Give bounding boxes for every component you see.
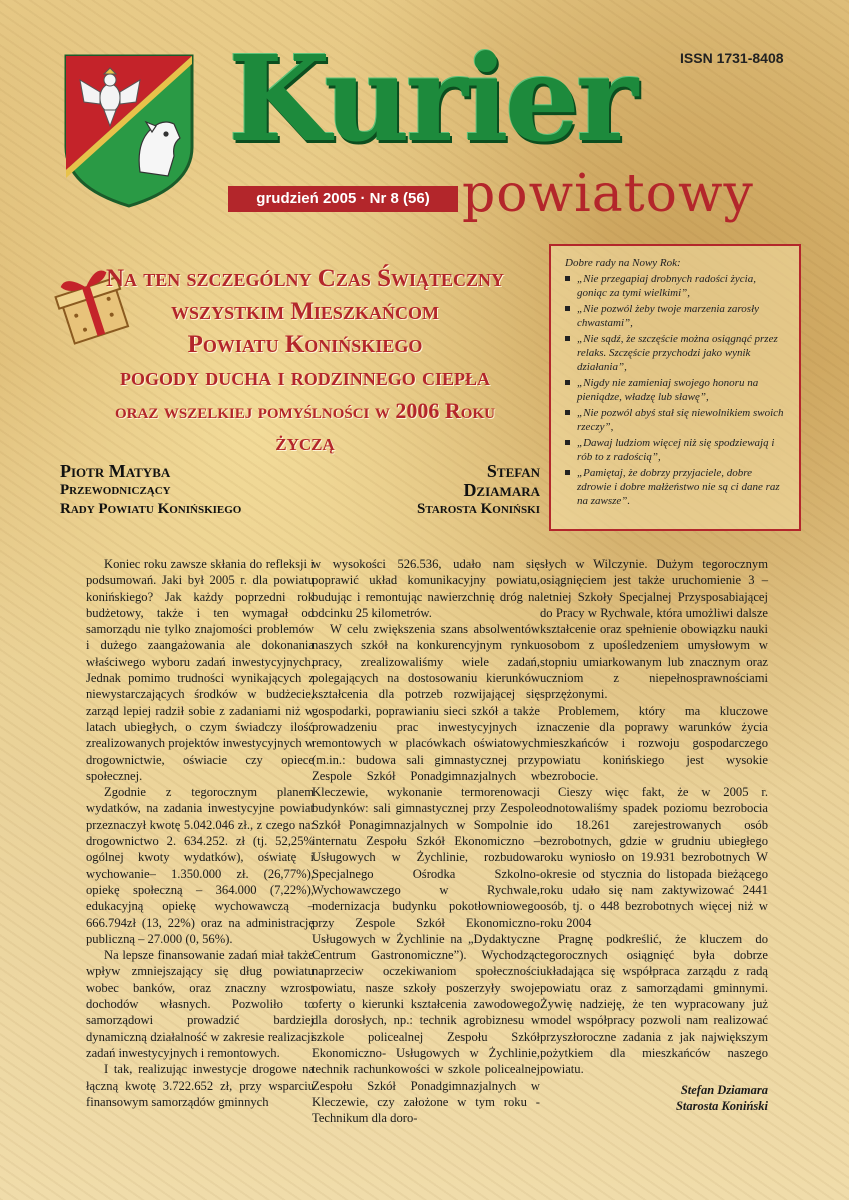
article-author-role: Starosta Koniński bbox=[675, 1098, 768, 1113]
signature-name: Stefan Dziamara bbox=[463, 461, 540, 500]
signature-role: Przewodniczący bbox=[60, 482, 171, 498]
article-column-2 bbox=[312, 556, 540, 1126]
advice-item: „Nigdy nie zamieniaj swojego honoru na pieniądze, władzę lub sławę”, bbox=[565, 376, 787, 404]
article-author-name: Stefan Dziamara bbox=[680, 1082, 768, 1097]
advice-item: „Nie pozwól żeby twoje marzenia zarosły chwastami”, bbox=[565, 302, 787, 330]
new-year-advice-box bbox=[549, 244, 801, 531]
article-column-1 bbox=[86, 556, 314, 1110]
greeting-line: wszystkim Mieszkańcom bbox=[171, 298, 439, 325]
left-signature bbox=[60, 462, 241, 519]
masthead-title: Kurier bbox=[228, 29, 634, 168]
advice-item: „Nie pozwól abyś stał się niewolnikiem swoich rzeczy”, bbox=[565, 406, 787, 434]
article-paragraph: I tak, realizując inwestycje drogowe na łączną kwotę 3.722.652 zł, przy wsparciu finansowym samorządów gminnych bbox=[86, 1062, 314, 1109]
holiday-greeting bbox=[60, 262, 550, 460]
article-paragraph: Na lepsze finansowanie zadań miał także wpływ zmniejszający się dług powiatu wobec banków, oraz znaczny wzrost dochodów własnych. Pozwoliło to samorządowi prowadzić bardziej dynamiczną działalność w zakresie realizacji zadań inwestycyjnych i remontowych. bbox=[86, 948, 314, 1060]
greeting-line: życzą bbox=[275, 430, 335, 456]
editorial-article bbox=[64, 556, 794, 1156]
article-paragraph: w wysokości 526.536, udało nam się poprawić układ komunikacyjny powiatu, budując i remontując nawierzchnię dróg na odcinku 25 kilometrów. bbox=[312, 557, 540, 620]
signature-role: Rady Powiatu Konińskiego bbox=[60, 501, 242, 517]
article-paragraph: Cieszy więc fakt, że w 2005 r. odnotowaliśmy spadek poziomu bezrobocia do 18.261 zarejestrowanych osób bezrobotnych, gdzie w grudniu ubiegłego roku wyniosło on 19.931 bezrobotnych W okresie od stycznia do listopada bieżącego roku udało się nam zaktywizować 2441 osób, tj. o 448 bezrobotnych więcej niż w roku 2004 bbox=[540, 785, 768, 930]
greeting-line: oraz wszelkiej pomyślności w 2006 Roku bbox=[115, 398, 495, 423]
signature-name: Piotr Matyba bbox=[60, 461, 171, 481]
right-signature bbox=[406, 462, 540, 519]
article-column-3 bbox=[540, 556, 768, 1114]
article-paragraph: Pragnę podkreślić, że kluczem do tegorocznych osiągnięć była dobrze układająca się współpraca zarządu z radą powiatu oraz z samorządami gminnymi. Żywię nadzieję, że ten wypracowany już model współpracy pozwoli nam realizować przyszłoroczne zadania z jak największym pożytkiem dla mieszkańców naszego powiatu. bbox=[540, 931, 768, 1077]
article-paragraph: słych w Wilczynie. Dużym tegorocznym osiągnięciem jest także uruchomienie 3 – letniej Szkoły Specjalnej Przysposabiającej do Pracy w Rychwale, która umożliwi dalsze kształcenie oraz spełnienie obowiązku nauki osobom z upośledzeniem umysłowym w stopniu umiarkowanym lub znacznym oraz uczniom z niepełnosprawnościami sprzężonymi. bbox=[540, 557, 768, 702]
coat-of-arms-logo bbox=[62, 52, 196, 210]
advice-item: „Nie przegapiaj drobnych radości życia, goniąc za tymi wielkimi”, bbox=[565, 272, 787, 300]
greeting-line: Powiatu Konińskiego bbox=[187, 331, 423, 358]
greeting-line: Na ten szczególny Czas Świąteczny bbox=[105, 265, 505, 292]
article-paragraph: Problemem, który ma kluczowe znaczenie dla poprawy warunków życia mieszkańców i rozwoju gospodarczego powiatu konińskiego jest wysokie bezrobocie. bbox=[540, 703, 768, 783]
greeting-line: pogody ducha i rodzinnego ciepła bbox=[119, 364, 491, 391]
advice-item: „Pamiętaj, że dobrzy przyjaciele, dobre zdrowie i dobre małżeństwo nie są ci dane raz na zawsze”. bbox=[565, 466, 787, 508]
signature-role: Starosta Koniński bbox=[417, 501, 540, 517]
advice-heading: Dobre rady na Nowy Rok: bbox=[565, 257, 681, 269]
article-paragraph: W celu zwiększenia szans absolwentów naszych szkół na konkurencyjnym rynku pracy, zrealizowaliśmy wiele zadań, polegających na dostosowaniu kierunków kształcenia dla potrzeb rozwijającej się gospodarki, poprawianiu sieci szkół a także prowadzeniu prac inwestycyjnych i remontowych w placówkach oświatowych (m.in.: budowa sali gimnastycznej przy Zespole Szkół Ponadgimnazjalnych w Kleczewie, wykonanie termorenowacji budynków: sali gimnastycznej przy Zespole Szkół Ponagimnazjalnych w Sompolnie i internatu Zespołu Szkół Ekonomiczno – Usługowych w Żychlinie, rozbudowa Specjalnego Ośrodka Szkolno-Wychowawczego w Rychwale, modernizacja budynku pokotłowniowego przy Zespole Szkół Ekonomiczno-Usługowych w Żychlinie na „Dydaktyczne Centrum Gastronomiczne”). Wychodząc naprzeciw oczekiwaniom społeczności powiatu, nasze szkoły poszerzyły swoje oferty o kierunki kształcenia zawodowego dla dorosłych, np.: technik agrobiznesu w szkole policealnej Zespołu Szkół Ekonomiczno- Usługowych w Żychlinie, technik rachunkowości w szkole policealnej Zespołu Szkół Ponadgimnazjalnych w Kleczewie, czy założone w tym roku - Technikum dla doro- bbox=[312, 622, 540, 1126]
advice-item: „Dawaj ludziom więcej niż się spodziewają i rób to z radością”, bbox=[565, 436, 787, 464]
advice-list bbox=[565, 272, 787, 508]
masthead-subtitle: powiatowy bbox=[462, 164, 754, 224]
article-paragraph: Koniec roku zawsze skłania do refleksji i podsumowań. Jaki był 2005 r. dla powiatu konińskiego? Jak każdy poprzedni rok budżetowy, także i ten wymagał od samorządu nie tylko znajomości problemów i dużego zaangażowania ale dokonania właściwego wyboru zadań inwestycyjnych. Jednak pomimo trudności wynikających z niewystarczających środków w budżecie, zarząd lepiej radził sobie z zadaniami niż w latach ubiegłych, o czym świadczy ilość zrealizowanych projektów inwestycyjnych w drogownictwie, oświacie czy opiece społecznej. bbox=[86, 557, 314, 783]
issn-label: ISSN 1731-8408 bbox=[680, 50, 784, 66]
issue-date-badge: grudzień 2005 · Nr 8 (56) bbox=[228, 186, 458, 212]
advice-item: „Nie sądź, że szczęście można osiągnąć przez relaks. Szczęście przychodzi jako wynik działania”, bbox=[565, 332, 787, 374]
article-paragraph: Zgodnie z tegorocznym planem wydatków, na zadania inwestycyjne powiat przeznaczył kwotę 5.042.046 zł., z czego na: drogownictwo 2. 634.252. zł (tj. 52,25% ogólnej kwoty wydatków), oświatę i wychowanie– 1.350.000 zł. (26,77%), opiekę społeczną – 364.000 (7,22%), edukacyjną opiekę wychowawczą –666.794zł (13, 22%) oraz na administrację publiczną – 27.000 (0, 56%). bbox=[86, 785, 314, 946]
